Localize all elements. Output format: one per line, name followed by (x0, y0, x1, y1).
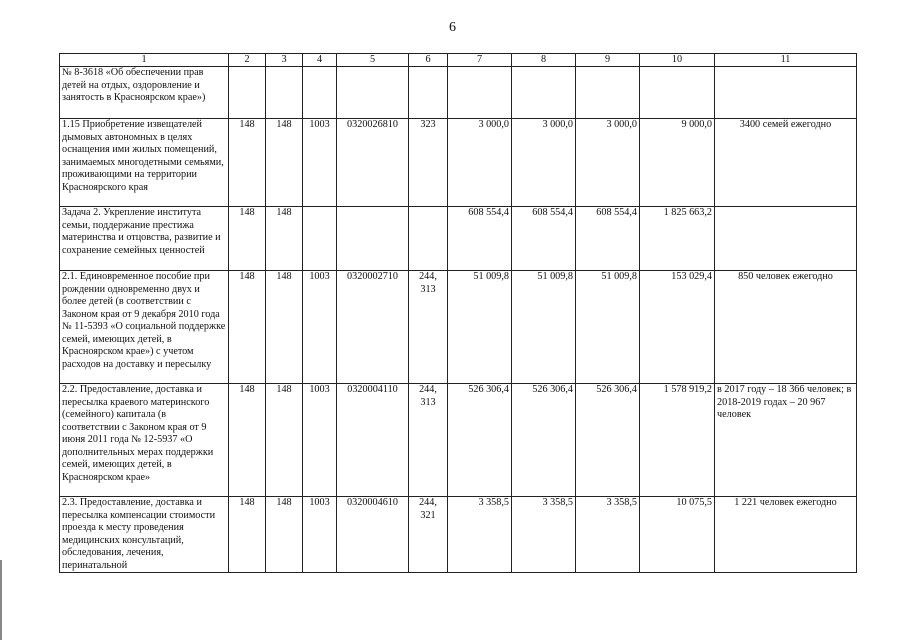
cell-col4: 1003 (303, 271, 337, 384)
cell-col9: 51 009,8 (576, 271, 640, 384)
cell-col7: 3 000,0 (448, 119, 512, 207)
header-row (60, 54, 857, 67)
column-header: 11 (715, 54, 857, 67)
measure-name: 2.3. Предоставление, доставка и пересылка компенсации стоимости проезда к месту проведения медицинских консультаций, обследования, лечения, перинатальной (60, 497, 229, 573)
column-header: 3 (266, 54, 303, 67)
column-header: 6 (409, 54, 448, 67)
cell-col8: 526 306,4 (512, 384, 576, 497)
cell-col11: в 2017 году – 18 366 человек; в 2018-2019 годах – 20 967 человек (715, 384, 857, 497)
cell-col6: 244, 313 (409, 271, 448, 384)
cell-col5 (337, 67, 409, 119)
measure-name: 2.2. Предоставление, доставка и пересылка краевого материнского (семейного) капитала (в соответствии с Законом края от 9 июня 2011 года № 12-5937 «О дополнительных мерах поддержки семей, имеющих детей, в Красноярском крае» (60, 384, 229, 497)
cell-col10: 153 029,4 (640, 271, 715, 384)
cell-col3: 148 (266, 271, 303, 384)
column-header: 7 (448, 54, 512, 67)
cell-col10: 10 075,5 (640, 497, 715, 573)
table-row (60, 207, 857, 271)
cell-col8: 51 009,8 (512, 271, 576, 384)
column-header: 9 (576, 54, 640, 67)
cell-col8: 3 358,5 (512, 497, 576, 573)
measure-name: Задача 2. Укрепление института семьи, поддержание престижа материнства и отцовства, развитие и сохранение семейных ценностей (60, 207, 229, 271)
program-table (59, 53, 857, 573)
cell-col5: 0320026810 (337, 119, 409, 207)
cell-col4 (303, 67, 337, 119)
cell-col11: 1 221 человек ежегодно (715, 497, 857, 573)
column-header: 1 (60, 54, 229, 67)
cell-col11: 850 человек ежегодно (715, 271, 857, 384)
column-header: 4 (303, 54, 337, 67)
table-row (60, 67, 857, 119)
column-header: 5 (337, 54, 409, 67)
cell-col8: 3 000,0 (512, 119, 576, 207)
cell-col11 (715, 207, 857, 271)
cell-col7 (448, 67, 512, 119)
table-row (60, 497, 857, 573)
cell-col5: 0320004110 (337, 384, 409, 497)
cell-col7: 608 554,4 (448, 207, 512, 271)
table-row (60, 119, 857, 207)
cell-col3 (266, 67, 303, 119)
column-header: 2 (229, 54, 266, 67)
cell-col9: 3 000,0 (576, 119, 640, 207)
cell-col9: 526 306,4 (576, 384, 640, 497)
cell-col3: 148 (266, 384, 303, 497)
cell-col2: 148 (229, 119, 266, 207)
cell-col7: 51 009,8 (448, 271, 512, 384)
page-edge-line (0, 560, 2, 640)
cell-col5: 0320004610 (337, 497, 409, 573)
cell-col6: 244, 313 (409, 384, 448, 497)
cell-col3: 148 (266, 207, 303, 271)
cell-col8: 608 554,4 (512, 207, 576, 271)
page-number: 6 (449, 20, 456, 35)
cell-col6: 323 (409, 119, 448, 207)
cell-col9: 608 554,4 (576, 207, 640, 271)
cell-col4: 1003 (303, 119, 337, 207)
cell-col6: 244, 321 (409, 497, 448, 573)
cell-col6 (409, 207, 448, 271)
cell-col9: 3 358,5 (576, 497, 640, 573)
cell-col8 (512, 67, 576, 119)
cell-col11 (715, 67, 857, 119)
cell-col4: 1003 (303, 497, 337, 573)
cell-col9 (576, 67, 640, 119)
cell-col11: 3400 семей ежегодно (715, 119, 857, 207)
cell-col10 (640, 67, 715, 119)
cell-col2 (229, 67, 266, 119)
cell-col4 (303, 207, 337, 271)
measure-name: № 8-3618 «Об обеспечении прав детей на отдых, оздоровление и занятость в Красноярском крае») (60, 67, 229, 119)
column-header: 10 (640, 54, 715, 67)
measure-name: 1.15 Приобретение извещателей дымовых автономных в целях оснащения ими жилых помещений, занимаемых многодетными семьями, проживающими на территории Красноярского края (60, 119, 229, 207)
cell-col5 (337, 207, 409, 271)
cell-col5: 0320002710 (337, 271, 409, 384)
cell-col2: 148 (229, 497, 266, 573)
cell-col7: 526 306,4 (448, 384, 512, 497)
column-header: 8 (512, 54, 576, 67)
cell-col4: 1003 (303, 384, 337, 497)
cell-col3: 148 (266, 497, 303, 573)
cell-col3: 148 (266, 119, 303, 207)
measure-name: 2.1. Единовременное пособие при рождении одновременно двух и более детей (в соответствии с Законом края от 9 декабря 2010 года № 11-5393 «О социальной поддержке семей, имеющих детей, в Красноярском крае») с учетом расходов на доставку и пересылку (60, 271, 229, 384)
table-row (60, 384, 857, 497)
cell-col6 (409, 67, 448, 119)
cell-col10: 9 000,0 (640, 119, 715, 207)
cell-col2: 148 (229, 384, 266, 497)
cell-col2: 148 (229, 207, 266, 271)
cell-col10: 1 825 663,2 (640, 207, 715, 271)
cell-col2: 148 (229, 271, 266, 384)
cell-col10: 1 578 919,2 (640, 384, 715, 497)
cell-col7: 3 358,5 (448, 497, 512, 573)
table-row (60, 271, 857, 384)
